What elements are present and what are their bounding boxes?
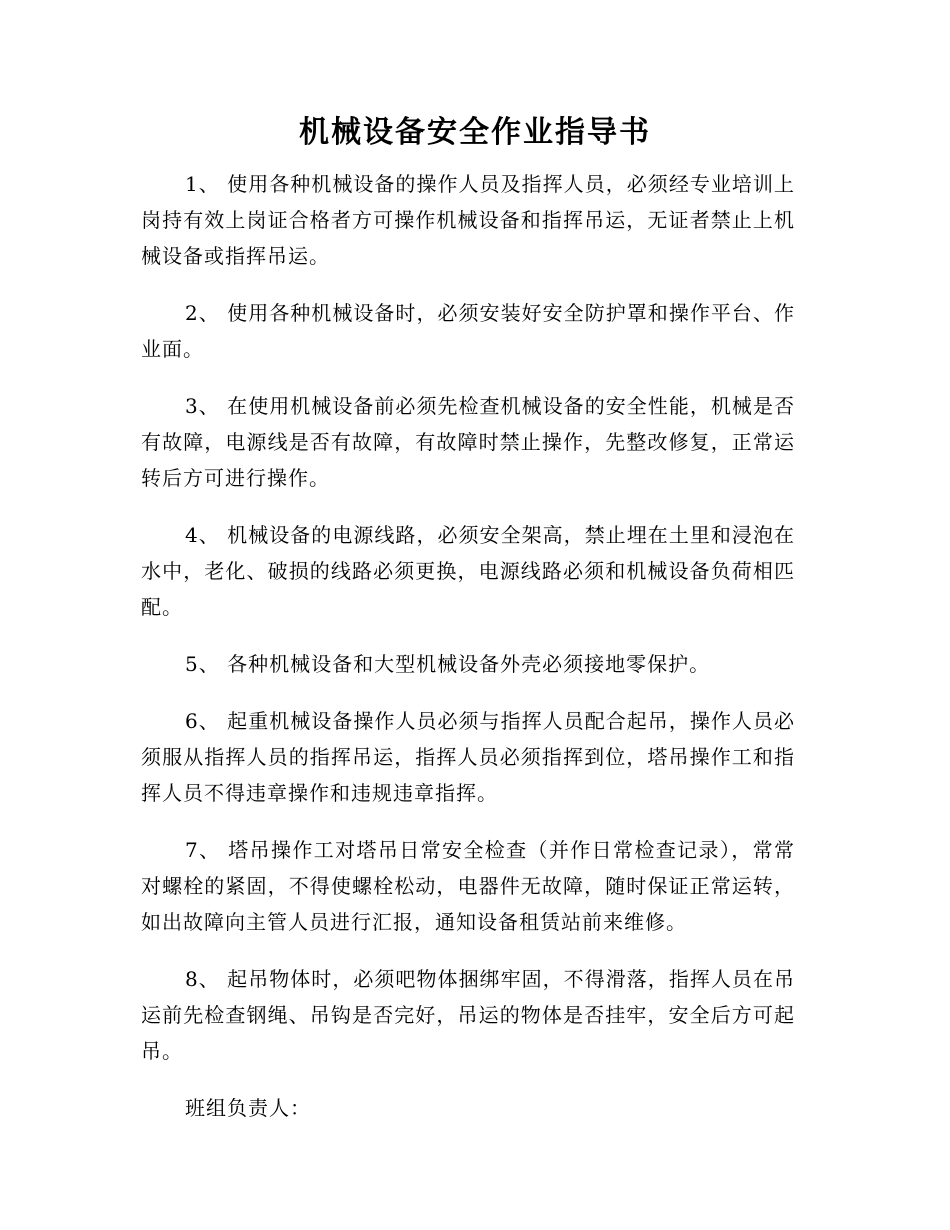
signature-label: 班组负责人： <box>185 1096 311 1120</box>
paragraph-text: 机械设备的电源线路，必须安全架高，禁止埋在土里和浸泡在水中，老化、破损的线路必须更换，电源线路必须和机械设备负荷相匹配。 <box>141 523 795 619</box>
paragraph-number: 8、 <box>185 967 220 991</box>
paragraph-8 <box>141 961 795 1069</box>
paragraph-number: 1、 <box>185 172 220 196</box>
paragraph-number: 2、 <box>185 301 220 325</box>
document-body <box>141 166 795 1126</box>
page-title: 机械设备安全作业指导书 <box>299 115 651 150</box>
paragraph-text: 使用各种机械设备时，必须安装好安全防护罩和操作平台、作业面。 <box>141 301 795 361</box>
paragraph-number: 5、 <box>185 652 220 676</box>
paragraph-text: 在使用机械设备前必须先检查机械设备的安全性能，机械是否有故障，电源线是否有故障，有故障时禁止操作，先整改修复，正常运转后方可进行操作。 <box>141 394 795 490</box>
paragraph-number: 7、 <box>185 838 221 862</box>
paragraph-text: 起吊物体时，必须吧物体捆绑牢固，不得滑落，指挥人员在吊运前先检查钢绳、吊钩是否完好，吊运的物体是否挂牢，安全后方可起吊。 <box>141 967 795 1063</box>
paragraph-text: 塔吊操作工对塔吊日常安全检查（并作日常检查记录），常常对螺栓的紧固，不得使螺栓松动，电器件无故障，随时保证正常运转，如出故障向主管人员进行汇报，通知设备租赁站前来维修。 <box>141 838 795 934</box>
paragraph-2 <box>141 295 795 367</box>
paragraph-text: 使用各种机械设备的操作人员及指挥人员，必须经专业培训上岗持有效上岗证合格者方可操作机械设备和指挥吊运，无证者禁止上机械设备或指挥吊运。 <box>141 172 795 268</box>
paragraph-text: 起重机械设备操作人员必须与指挥人员配合起吊，操作人员必须服从指挥人员的指挥吊运，指挥人员必须指挥到位，塔吊操作工和指挥人员不得违章操作和违规违章指挥。 <box>141 709 795 805</box>
paragraph-1 <box>141 166 795 274</box>
paragraph-7 <box>141 832 795 940</box>
paragraph-number: 6、 <box>185 709 220 733</box>
paragraph-6 <box>141 703 795 811</box>
paragraph-3 <box>141 388 795 496</box>
paragraph-number: 4、 <box>185 523 220 547</box>
paragraph-number: 3、 <box>185 394 220 418</box>
paragraph-5 <box>141 646 795 682</box>
paragraph-text: 各种机械设备和大型机械设备外壳必须接地零保护。 <box>219 652 711 676</box>
paragraph-4 <box>141 517 795 625</box>
